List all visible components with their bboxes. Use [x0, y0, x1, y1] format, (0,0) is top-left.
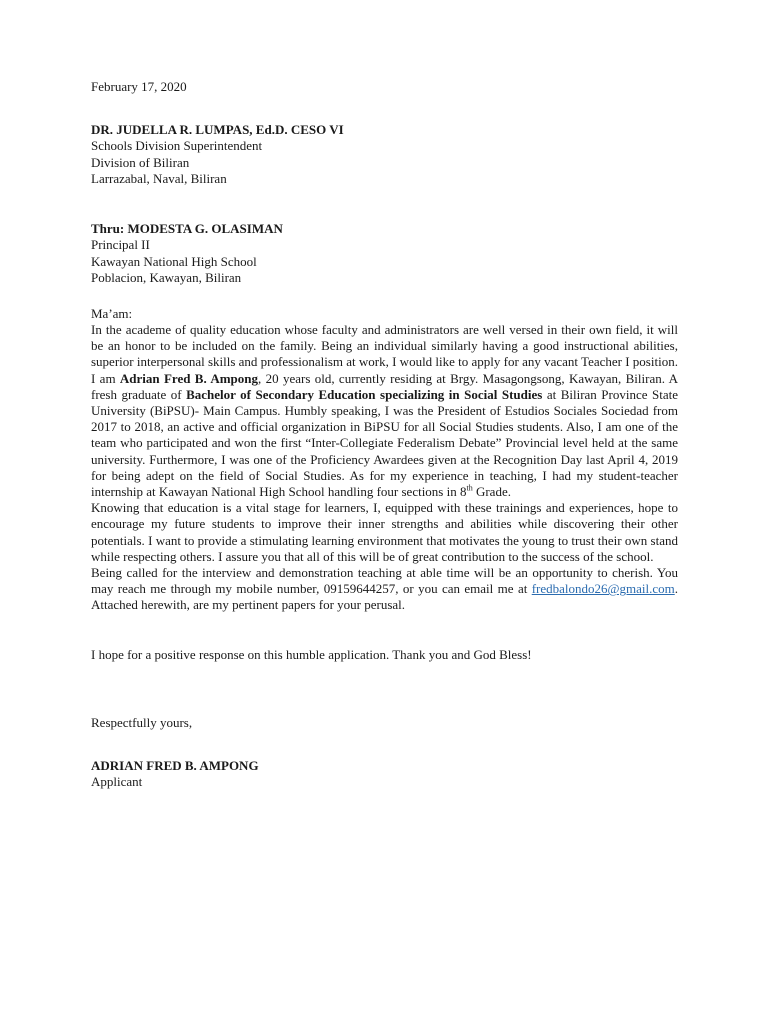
recipient-name: DR. JUDELLA R. LUMPAS, Ed.D. CESO VI	[91, 121, 344, 137]
paragraph-contact	[91, 565, 678, 614]
paragraph-background-after-name: , 20 years old, currently residing at Brgy. Masagongsong, Kawayan, Biliran. A fresh graduate of	[91, 370, 678, 402]
thru-name: Thru: MODESTA G. OLASIMAN	[91, 220, 283, 236]
thru-block	[91, 221, 678, 287]
thru-school: Kawayan National High School	[91, 253, 257, 269]
paragraph-goals: Knowing that education is a vital stage for learners, I, equipped with these trainings and experiences, hope to encourage my future students to improve their inner strengths and abilities while discovering their other potentials. I want to provide a stimulating learning environment that motivates the young to trust their own stand while respecting others. I assure you that all of this will be of great contribution to the success of the school.	[91, 500, 678, 564]
letter-date: February 17, 2020	[91, 79, 187, 94]
paragraph-contact-text: Being called for the interview and demonstration teaching at able time will be an opportunity to cherish. You may reach me through my mobile number, 09159644257, or you can email me at	[91, 565, 678, 597]
thru-position: Principal II	[91, 237, 150, 252]
recipient-position: Schools Division Superintendent	[91, 138, 263, 153]
degree-inline: Bachelor of Secondary Education specializing in Social Studies	[186, 386, 543, 402]
applicant-name-inline: Adrian Fred B. Ampong	[119, 370, 259, 386]
signature-block	[91, 758, 678, 791]
paragraph-background	[91, 371, 678, 501]
paragraph-background-intro: I am	[91, 370, 120, 386]
paragraph-background-ending: Grade.	[472, 484, 511, 500]
recipient-division: Division of Biliran	[91, 154, 190, 170]
paragraph-background-rest: at Biliran Province State University (BiPSU)- Main Campus. Humbly speaking, I was the President of Estudios Sociales Sociedad from 2017 to 2018, an active and official organization in BiPSU for all Social Studies students. Also, I am one of the team who participated and won the first “Inter-Collegiate Federalism Debate” Provincial level held at the same university. Furthermore, I was one of the Proficiency Awardees given at the Recognition Day last April 4, 2019 for being adept on the field of Social Studies. As for my experience in teaching, I had my student-teacher internship at Kawayan National High School handling four sections in 8	[91, 386, 678, 500]
complimentary-close: Respectfully yours,	[91, 715, 193, 731]
email-link[interactable]: fredbalondo26@gmail.com	[531, 581, 675, 597]
signer-name: ADRIAN FRED B. AMPONG	[91, 757, 259, 773]
letter-page	[91, 79, 678, 791]
paragraph-intro: In the academe of quality education whose faculty and administrators are well versed in their own field, it will be an honor to be included on the family. Being an individual similarly having a good instructional abilities, superior interpersonal skills and professionalism at work, I would like to apply for any vacant Teacher I position.	[91, 322, 678, 370]
thru-address: Poblacion, Kawayan, Biliran	[91, 270, 242, 285]
salutation: Ma’am:	[91, 305, 133, 321]
paragraph-contact-after-email: . Attached herewith, are my pertinent papers for your perusal.	[91, 581, 678, 613]
recipient-address: Larrazabal, Naval, Biliran	[91, 171, 227, 186]
signer-title: Applicant	[91, 774, 143, 790]
grade-superscript: th	[466, 483, 473, 493]
recipient-block	[91, 122, 678, 188]
closing-line: I hope for a positive response on this humble application. Thank you and God Bless!	[91, 646, 532, 662]
